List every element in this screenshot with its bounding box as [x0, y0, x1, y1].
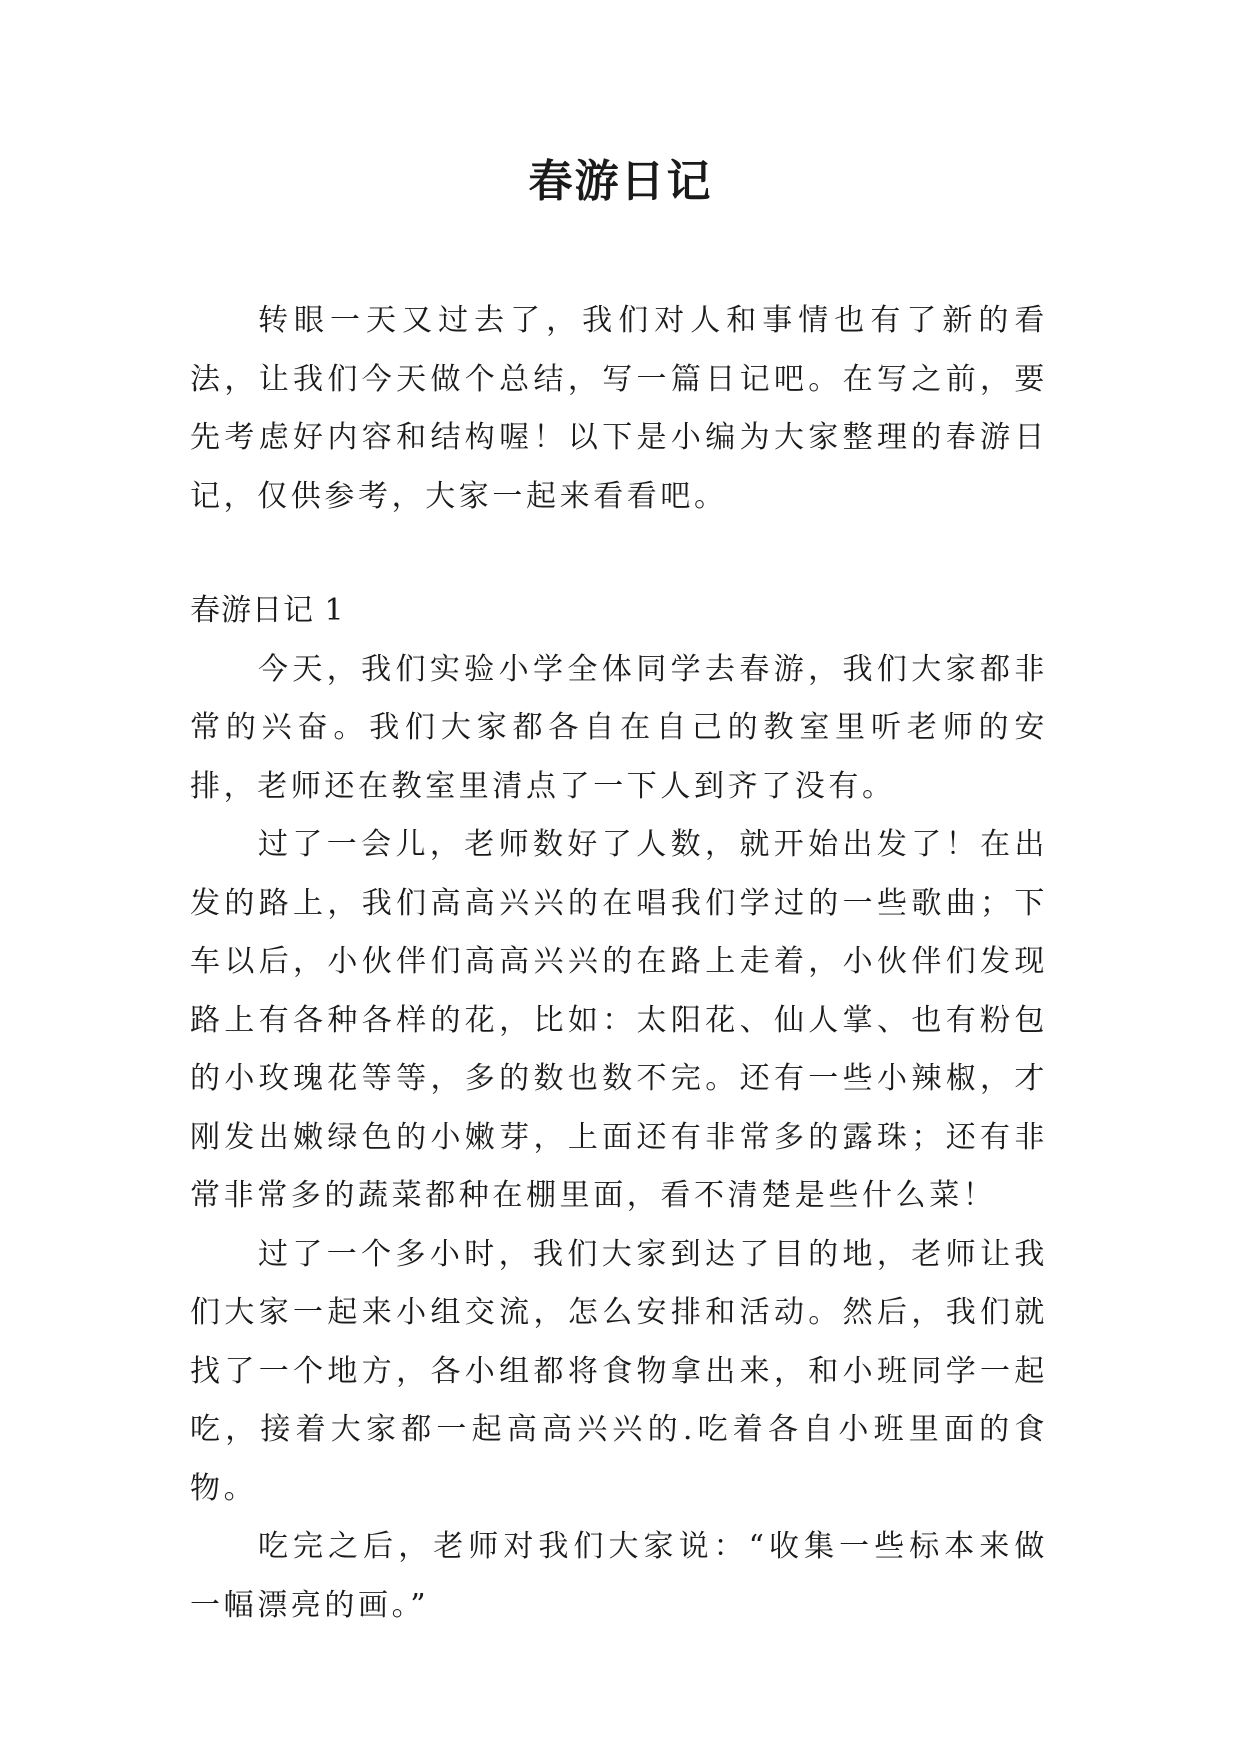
paragraph-1: 今天，我们实验小学全体同学去春游，我们大家都非常的兴奋。我们大家都各自在自己的教室里听老师的安排，老师还在教室里清点了一下人到齐了没有。 [190, 651, 1048, 804]
section-title: 春游日记 1 [190, 593, 345, 628]
diary-section-1 [190, 582, 1048, 1635]
intro-paragraph: 转眼一天又过去了，我们对人和事情也有了新的看法，让我们今天做个总结，写一篇日记吧。在写之前，要先考虑好内容和结构喔！以下是小编为大家整理的春游日记，仅供参考，大家一起来看看吧。 [190, 303, 1048, 514]
paragraph-2: 过了一会儿，老师数好了人数，就开始出发了！在出发的路上，我们高高兴兴的在唱我们学过的一些歌曲；下车以后，小伙伴们高高兴兴的在路上走着，小伙伴们发现路上有各种各样的花，比如：太阳花、仙人掌、也有粉包的小玫瑰花等等，多的数也数不完。还有一些小辣椒，才刚发出嫩绿色的小嫩芽，上面还有非常多的露珠；还有非常非常多的蔬菜都种在棚里面，看不清楚是些什么菜！ [190, 827, 1048, 1213]
paragraph-3: 过了一个多小时，我们大家到达了目的地，老师让我们大家一起来小组交流，怎么安排和活动。然后，我们就找了一个地方，各小组都将食物拿出来，和小班同学一起吃，接着大家都一起高高兴兴的.吃着各自小班里面的食物。 [190, 1236, 1048, 1506]
document-title: 春游日记 [528, 156, 713, 207]
paragraph-4: 吃完之后，老师对我们大家说：“收集一些标本来做一幅漂亮的画。” [190, 1529, 1048, 1623]
